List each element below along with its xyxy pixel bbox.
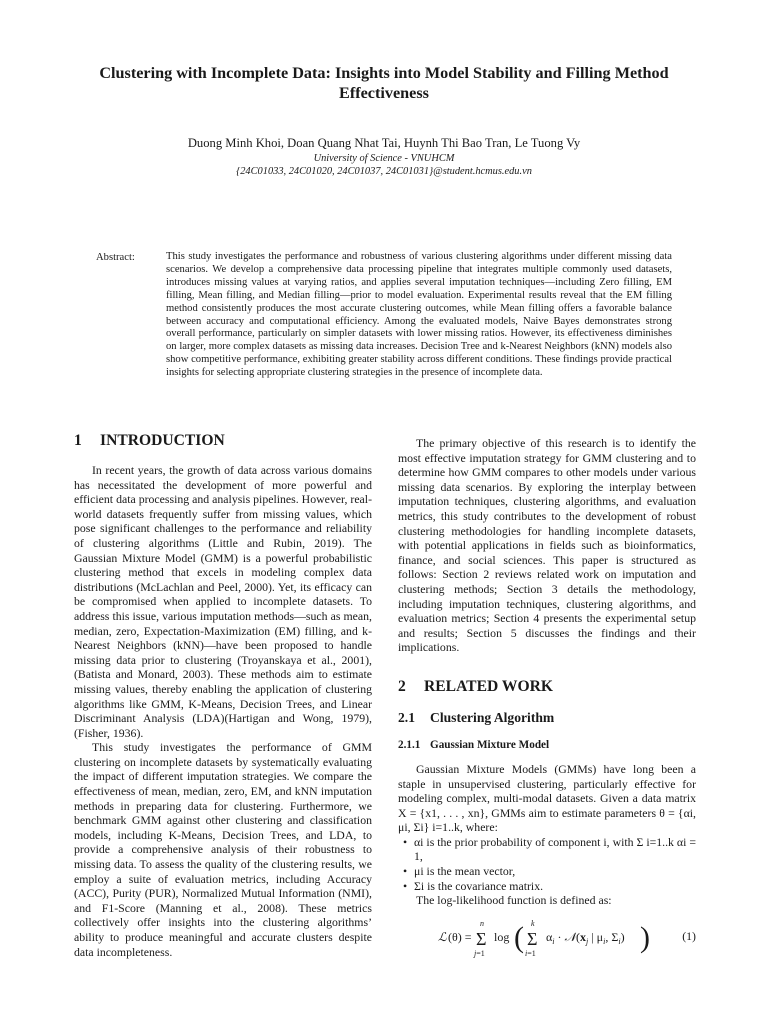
bullet-icon: • (403, 864, 408, 879)
parameter-list (398, 835, 696, 893)
list-item (398, 879, 696, 894)
author-emails: {24C01033, 24C01020, 24C01037, 24C01031}@student.hcmus.edu.vn (236, 166, 532, 177)
subsection-heading-clustering-algorithm (398, 710, 696, 726)
list-item-text: μi is the mean vector, (414, 864, 516, 879)
list-item-text: αi is the prior probability of component i, with Σ i=1..k αi = 1, (414, 834, 696, 864)
svg-text:Σ: Σ (527, 928, 538, 949)
intro-paragraph-2: This study investigates the performance of GMM clustering on incomplete datasets by systematically evaluating the impact of different imputation strategies. We compare the effectiveness of mean, median, zero, EM, and kNN imputation methods in preparing data for clustering. Furthermore, we benchmark GMM against other clustering and classification models, including K-Means, Decision Trees, and LDA, to provide a comprehensive analysis of their robustness to missing data. To assess the quality of the clustering results, we employ a suite of evaluation metrics, including Accuracy (ACC), Purity (PUR), Normalized Mutual Information (NMI), and F1-Score (Manning et al., 2008). These metrics collectively offer insights into the clustering algorithms’ ability to produce meaningful and accurate clusters despite data incompleteness. (74, 740, 372, 959)
left-column (74, 432, 372, 959)
list-item-text: Σi is the covariance matrix. (414, 878, 544, 893)
svg-text:(θ) =: (θ) = (448, 929, 472, 944)
section-heading-related-work (398, 678, 696, 696)
svg-text:αi · 𝒩(xj | μi, Σi): $\alpha_i$ · $𝒩(x_j$ | $\mu_i$, $\Sigma_i$) (546, 929, 625, 946)
author-list: Duong Minh Khoi, Doan Quang Nhat Tai, Huynh Thi Bao Tran, Le Tuong Vy (187, 136, 581, 150)
equation-1 (398, 914, 696, 962)
affiliation: University of Science - VNUHCM (313, 153, 455, 164)
list-item (398, 835, 696, 864)
paper-title: Clustering with Incomplete Data: Insights into Model Stability and Filling Method Effectiveness (99, 64, 669, 102)
subsubsection-title: Gaussian Mixture Model (430, 738, 550, 751)
svg-text:k: k (531, 918, 535, 928)
svg-text:): ) (640, 920, 650, 954)
svg-text:log: log (494, 929, 510, 944)
section-title: RELATED WORK (424, 677, 553, 695)
svg-text:Σ: Σ (476, 928, 487, 949)
intro-paragraph-3: The primary objective of this research is to identify the most effective imputation strategy for GMM clustering and to determine how GMM compares to other models under various missing data scenarios. By exploring the interplay between imputation techniques, clustering algorithms, and evaluation metrics, this study contributes to the development of robust clustering methodologies for handling incomplete datasets, with potential applications in fields such as bioinformatics, finance, and social sciences. This paper is structured as follows: Section 2 reviews related work on imputation and clustering methods; Section 3 details the methodology, including imputation techniques, clustering algorithms, and evaluation metrics; Section 4 presents the experimental setup and results; Section 5 discusses the findings and their implications. (398, 436, 696, 655)
abstract-text: This study investigates the performance and robustness of various clustering algorithms under different missing data scenarios. We develop a comprehensive data processing pipeline that integrates multiple commonly used datasets, introduces missing values at varying ratios, and applies several imputation techniques—including Zero filling, EM filling, Mean filling, and Median filling—prior to model evaluation. Experimental results reveal that the EM filling method consistently produces the most accurate clustering outcomes, while Mean filling offers a favorable balance between accuracy and computational efficiency. Among the evaluated models, Naive Bayes demonstrates strong overall performance, particularly on simpler datasets with lower missing ratios. However, its effectiveness diminishes on larger, more complex datasets as missing data increases. Decision Tree and k-Nearest Neighbors (kNN) models also show competitive performance, exhibiting greater stability across different conditions. These findings provide practical insights for selecting appropriate clustering strategies in the presence of incomplete data. (166, 251, 672, 379)
affiliation-block (60, 152, 708, 178)
section-heading-introduction (74, 432, 372, 450)
section-number: 1 (74, 432, 82, 449)
list-item (398, 864, 696, 879)
gmm-paragraph-1: Gaussian Mixture Models (GMMs) have long been a staple in unsupervised clustering, particularly effective for modeling complex, multi-modal datasets. Given a data matrix X = {x1, . . . , xn}, GMMs aim to estimate parameters θ = {αi, μi, Σi} i=1..k, where: (398, 761, 696, 835)
right-column (398, 436, 696, 962)
svg-text:n: n (480, 918, 484, 928)
bullet-icon: • (403, 878, 408, 893)
section-title: INTRODUCTION (100, 432, 225, 449)
subsection-number: 2.1 (398, 709, 415, 725)
bullet-icon: • (403, 834, 408, 849)
intro-paragraph-1: In recent years, the growth of data across various domains has necessitated the development of more powerful and efficient data processing and analysis pipelines. However, real-world datasets frequently suffer from missing values, which pose significant challenges to the performance and reliability of clustering algorithms (Little and Rubin, 2019). The Gaussian Mixture Model (GMM) is a powerful probabilistic clustering method that excels in modeling complex data distributions (McLachlan and Peel, 2000). Yet, its efficacy can be compromised when applied to incomplete datasets. To address this issue, various imputation methods—such as mean, median, zero, Expectation-Maximization (EM) filling, and k-Nearest Neighbors (kNN)—have been proposed to handle missing data prior to clustering (Troyanskaya et al., 2001), (Batista and Monard, 2003). These methods aim to estimate missing values, thereby enabling the application of clustering algorithms like GMM, K-Means, Decision Trees, and Linear Discriminant Analysis (LDA)(Hartigan and Wong, 1979), (Fisher, 1936). (74, 463, 372, 740)
equation-number: (1) (682, 928, 696, 943)
subsection-title: Clustering Algorithm (430, 709, 555, 725)
log-likelihood-equation (434, 914, 654, 962)
subsubsection-number: 2.1.1 (398, 738, 421, 751)
svg-text:ℒ: ℒ (438, 929, 447, 944)
gmm-paragraph-2: The log-likelihood function is defined as: (416, 893, 612, 908)
svg-text:(: ( (514, 920, 524, 954)
section-number: 2 (398, 677, 406, 695)
subsubsection-heading-gmm (398, 738, 696, 752)
abstract-label: Abstract: (96, 252, 135, 263)
svg-text:i=1: i=1 (525, 948, 536, 958)
svg-text:j=1: j=1 (474, 948, 485, 958)
